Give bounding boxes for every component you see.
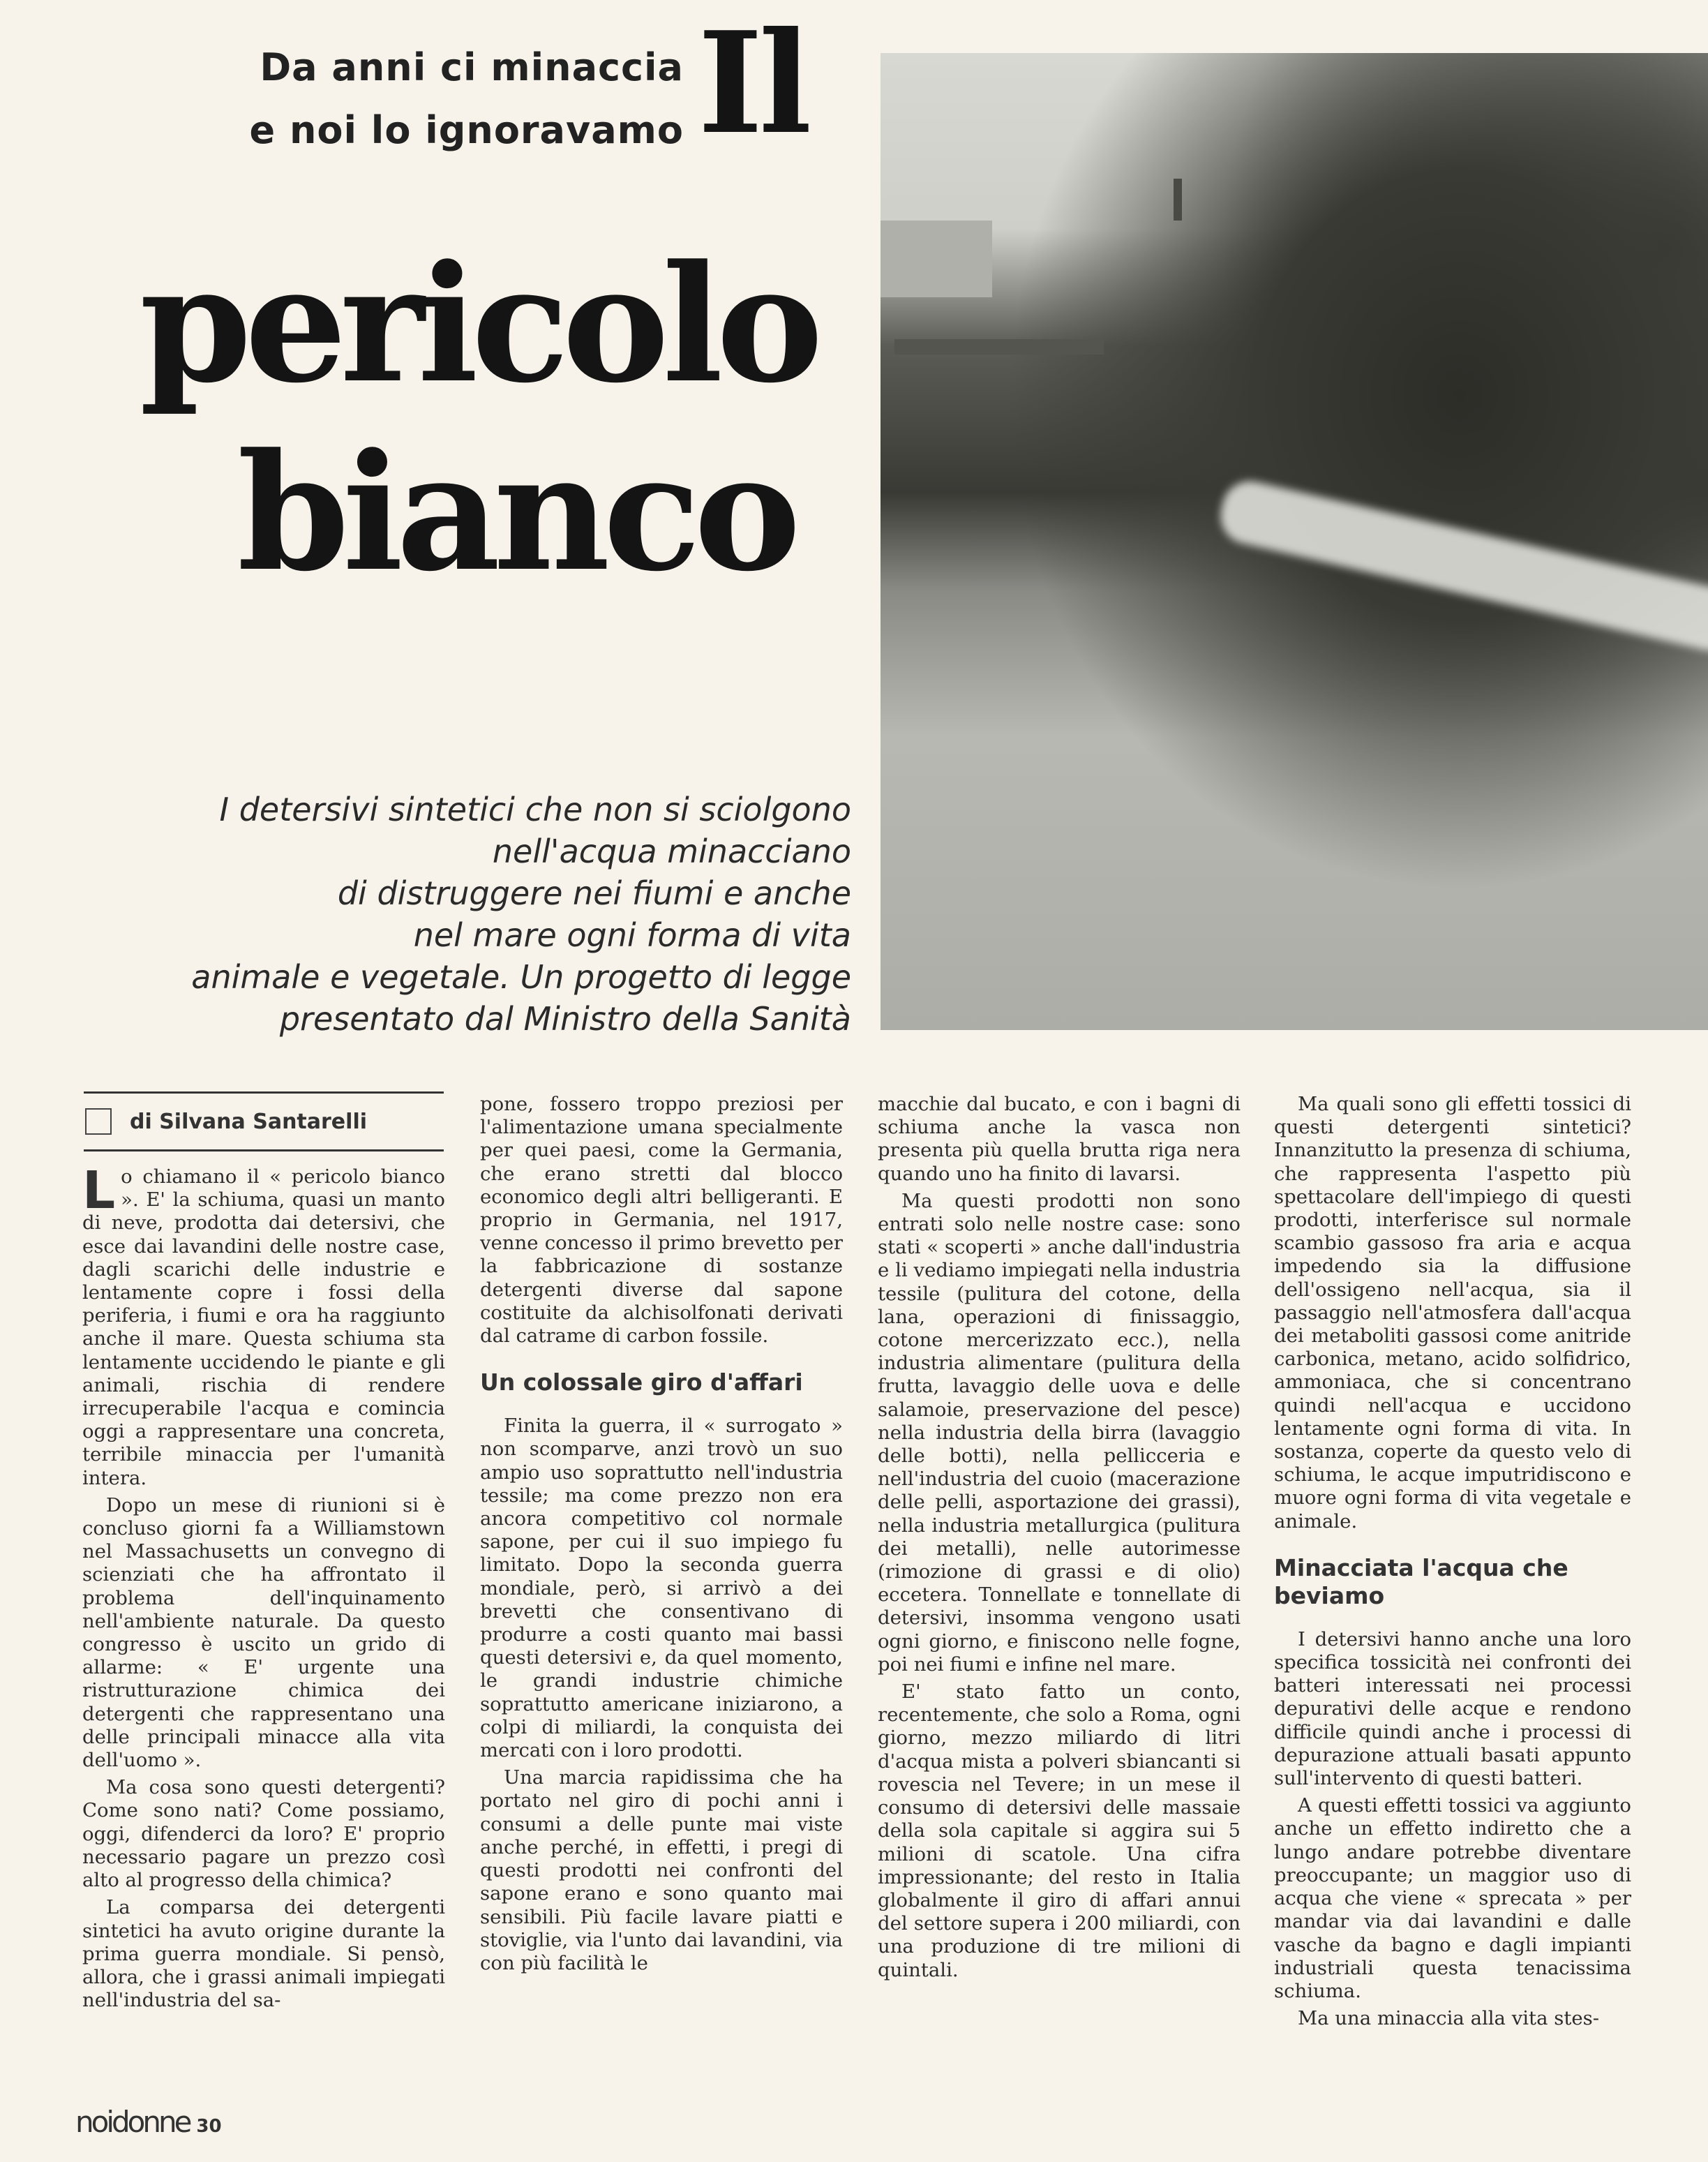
kicker <box>209 36 684 162</box>
author-name: di Silvana Santarelli <box>130 1109 368 1134</box>
deck-line: presentato dal Ministro della Sanità <box>279 1000 851 1038</box>
title-word-pericolo: pericolo <box>140 230 816 419</box>
paragraph: Ma quali sono gli effetti tossici di questi detergenti sintetici? Innanzitutto la presenza di schiuma, che rappresenta l'aspetto più spettacolare dell'impiego di questi prodotti, interferisce sul normale scambio gassoso fra aria e acqua impedendo sia la diffusione dell'ossigeno nell'acqua, sia il passaggio nell'atmosfera dall'acqua dei metaboliti gassosi come anitride carbonica, metano, acido solfidrico, ammoniaca, che si concentrano quindi nell'acqua e uccidono lentamente ogni forma di vita. In sostanza, coperte da questo velo di schiuma, le acque imputridiscono e muore ogni forma di vita vegetale e animale. <box>1274 1093 1631 1533</box>
river-foam-photo <box>881 53 1708 1030</box>
subheading: Minacciata l'acqua che beviamo <box>1274 1553 1568 1609</box>
paragraph <box>82 1161 445 1490</box>
deck-line: nell'acqua minacciano <box>492 833 851 870</box>
paragraph: E' stato fatto un conto, recentemente, che solo a Roma, ogni giorno, mezzo miliardo di litri d'acqua mista a polveri sbiancanti si rovescia nel Tevere; in un mese il consumo di detersivi delle massaie della sola capitale si aggira sui 5 milioni di scatole. Una cifra impressionante; del resto in Italia globalmente il giro di affari annui del settore supera i 200 miliardi, con una produzione di tre milioni di quintali. <box>878 1680 1241 1981</box>
photo-foam <box>1215 476 1708 657</box>
paragraph: Ma cosa sono questi detergenti? Come sono nati? Come possiamo, oggi, difenderci da loro? E' proprio necessario pagare un prezzo così alto al progresso della chimica? <box>82 1776 445 1892</box>
photo-building <box>881 221 992 297</box>
title-article: Il <box>698 1 808 165</box>
photo-tower <box>1174 179 1182 221</box>
title-word-bianco: bianco <box>237 419 794 607</box>
page-number: 30 <box>196 2116 222 2137</box>
paragraph: pone, fossero troppo preziosi per l'alimentazione umana specialmente per quei paesi, come la Germania, che erano stretti dal blocco economico degli altri belligeranti. E proprio in Germania, nel 1917, venne concesso il primo brevetto per la fabbricazione di sostanze detergenti diverse dal sapone costituite da alchisolfonati derivati dal catrame di carbon fossile. <box>480 1093 843 1348</box>
byline <box>84 1091 444 1151</box>
page-footer <box>75 2105 222 2139</box>
photo-bridge <box>894 339 1104 355</box>
drop-cap: L <box>82 1161 116 1221</box>
deck-line: animale e vegetale. Un progetto di legge <box>191 958 851 996</box>
deck-standfirst <box>84 789 851 1040</box>
article-column-1 <box>82 1161 445 2016</box>
subheading: Un colossale giro d'affari <box>480 1369 803 1396</box>
magazine-logo: noidonne <box>75 2105 190 2139</box>
paragraph: macchie dal bucato, e con i bagni di schiuma anche la vasca non presenta più quella brutta riga nera quando uno ha finito di lavarsi. <box>878 1093 1241 1185</box>
kicker-line-2: e noi lo ignoravamo <box>249 108 684 152</box>
paragraph: I detersivi hanno anche una loro specifica tossicità nei confronti dei batteri interessati nei processi depurativi delle acque e rendono difficile quindi anche i processi di depurazione attuali basati appunto sull'intervento di questi batteri. <box>1274 1627 1631 1790</box>
article-column-2 <box>480 1093 843 1979</box>
article-column-3 <box>878 1093 1241 1986</box>
paragraph: La comparsa dei detergenti sintetici ha avuto origine durante la prima guerra mondiale. Si pensò, allora, che i grassi animali impiegati nell'industria del sa- <box>82 1896 445 2012</box>
paragraph: A questi effetti tossici va aggiunto anche un effetto indiretto che a lungo andare potrebbe diventare preoccupante; un maggior uso di acqua che viene « sprecata » per mandar via dai lavandini e dalle vasche da bagno e dagli impianti industriali questa tenacissima schiuma. <box>1274 1794 1631 2002</box>
page-title <box>140 230 816 607</box>
kicker-line-1: Da anni ci minaccia <box>260 45 684 89</box>
paragraph: Ma questi prodotti non sono entrati solo nelle nostre case: sono stati « scoperti » anche dall'industria e li vediamo impiegati nella industria tessile (pulitura del cotone, della lana, operazioni di finissaggio, cotone mercerizzato ecc.), nella industria alimentare (pulitura della frutta, lavaggio delle uova e delle salamoie, preservazione del pesce) nella industria della birra (lavaggio delle botti), nella pellicceria e nell'industria del cuoio (macerazione delle pelli, asportazione dei grassi), nella industria metallurgica (pulitura dei metalli), nelle autorimesse (rimozione di grassi e di olio) eccetera. Tonnellate e tonnellate di detersivi, insomma vengono usati ogni giorno, e finiscono nelle fogne, poi nei fiumi e infine nel mare. <box>878 1189 1241 1676</box>
paragraph: Una marcia rapidissima che ha portato nel giro di pochi anni i consumi a delle punte mai viste anche perché, in effetti, i pregi di questi prodotti nei confronti del sapone erano e sono quanto mai sensibili. Più facile lavare piatti e stoviglie, via l'unto dai lavandini, via con più facilità le <box>480 1766 843 1974</box>
deck-line: nel mare ogni forma di vita <box>413 916 851 954</box>
paragraph-text: o chiamano il « pericolo bianco ». E' la schiuma, quasi un manto di neve, prodotta dai detersivi, che esce dai lavandini delle nostre case, dagli scarichi delle industrie e lentamente copre i fossi della periferia, i fiumi e ora ha raggiunto anche il mare. Questa schiuma sta lentamente uccidendo le piante e gli animali, rischia di rendere irrecuperabile l'acqua e comincia oggi a rappresentare una concreta, terribile minaccia per l'umanità intera. <box>82 1165 445 1489</box>
paragraph: Finita la guerra, il « surrogato » non scomparve, anzi trovò un suo ampio uso soprattutto nell'industria tessile; ma come prezzo non era ancora competitivo col normale sapone, per cui il suo impiego fu limitato. Dopo la seconda guerra mondiale, però, si arrivò a dei brevetti che consentivano di produrre a costi quanto mai bassi questi detersivi e, da quel momento, le grandi industrie chimiche soprattutto americane iniziarono, a colpi di miliardi, la conquista dei mercati con i loro prodotti. <box>480 1415 843 1762</box>
deck-line: di distruggere nei fiumi e anche <box>337 874 851 912</box>
square-bullet-icon <box>85 1108 112 1135</box>
paragraph: Dopo un mese di riunioni si è concluso giorni fa a Williamstown nel Massachusetts un convegno di scienziati che ha affrontato il problema dell'inquinamento nell'ambiente naturale. Da questo congresso è uscito un grido di allarme: « E' urgente una ristrutturazione chimica dei detergenti che rappresentano una delle principali minacce alla vita dell'uomo ». <box>82 1493 445 1772</box>
paragraph: Ma una minaccia alla vita stes- <box>1298 2007 1600 2030</box>
deck-line: I detersivi sintetici che non si sciolgono <box>219 791 851 828</box>
article-column-4 <box>1274 1093 1631 2034</box>
